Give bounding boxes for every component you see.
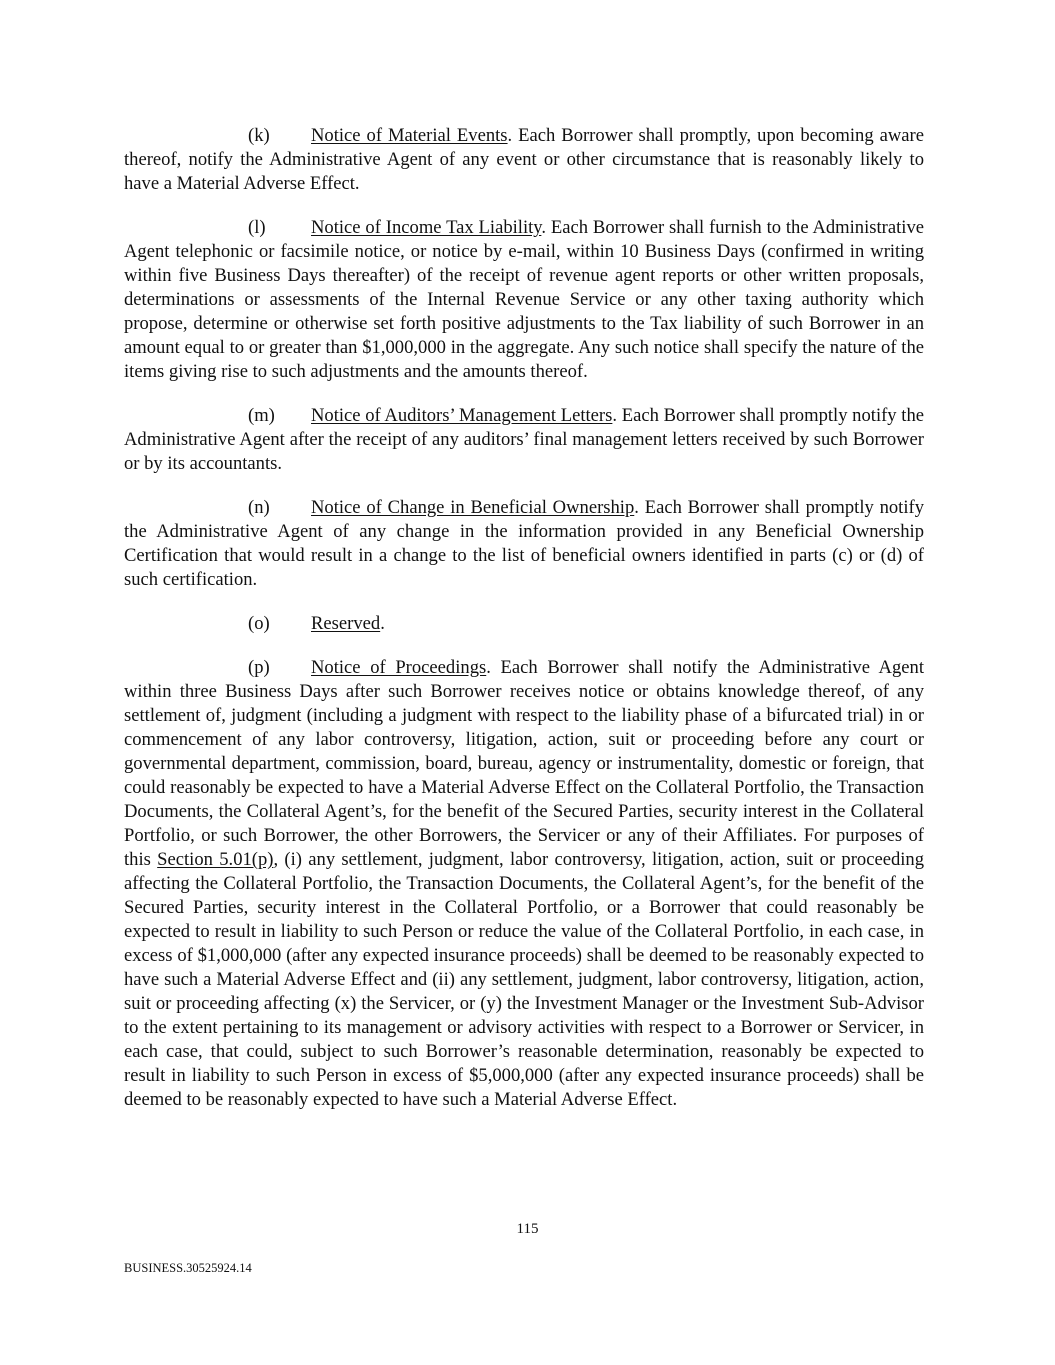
paragraph-label: (l) bbox=[248, 217, 266, 238]
paragraph-label: (n) bbox=[248, 497, 270, 518]
paragraph-l bbox=[124, 216, 924, 384]
paragraph-p bbox=[124, 656, 924, 1112]
paragraph-label: (p) bbox=[248, 657, 270, 678]
paragraph-heading: Notice of Auditors’ Management Letters bbox=[311, 405, 613, 426]
paragraph-m bbox=[124, 404, 924, 476]
paragraph-heading: Notice of Income Tax Liability bbox=[311, 217, 542, 238]
document-page bbox=[124, 124, 924, 1132]
paragraph-heading: Reserved bbox=[311, 613, 381, 634]
paragraph-heading: Notice of Proceedings bbox=[311, 657, 487, 678]
section-cross-reference: Section 5.01(p) bbox=[157, 849, 274, 870]
paragraph-o bbox=[124, 612, 924, 636]
paragraph-body: . Each Borrower shall furnish to the Administrative Agent telephonic or facsimile notice, or notice by e-mail, within 10 Business Days (confirmed in writing within five Business Days thereafter) of the receipt of revenue agent reports or other written proposals, determinations or assessments of the Internal Revenue Service or any other taxing authority which propose, determine or otherwise set forth positive adjustments to the Tax liability of such Borrower in an amount equal to or greater than $1,000,000 in the aggregate. Any such notice shall specify the nature of the items giving rise to such adjustments and the amounts thereof. bbox=[124, 217, 924, 382]
paragraph-body: . bbox=[380, 613, 385, 634]
paragraph-label: (o) bbox=[248, 613, 270, 634]
paragraph-body: . Each Borrower shall promptly notify the Administrative Agent after the receipt of any auditors’ final management letters received by such Borrower or by its accountants. bbox=[124, 405, 925, 474]
paragraph-label: (m) bbox=[248, 405, 275, 426]
document-id: BUSINESS.30525924.14 bbox=[124, 1261, 252, 1275]
paragraph-label: (k) bbox=[248, 125, 270, 146]
paragraph-body-continued: , (i) any settlement, judgment, labor controversy, litigation, action, suit or proceeding affecting the Collateral Portfolio, the Transaction Documents, the Collateral Agent’s, for the benefit of the Secured Parties, security interest in the Collateral Portfolio, or a Borrower that could reasonably be expected to result in liability to such Person or reduce the value of the Collateral Portfolio, in each case, in excess of $1,000,000 (after any expected insurance proceeds) shall be deemed to be reasonably expected to have such a Material Adverse Effect and (ii) any settlement, judgment, labor controversy, litigation, action, suit or proceeding affecting (x) the Servicer, or (y) the Investment Manager or the Investment Sub-Advisor to the extent pertaining to its management or advisory activities with respect to a Borrower or Servicer, in each case, that could, subject to such Borrower’s reasonable determination, reasonably be expected to result in liability to such Person in excess of $5,000,000 (after any expected insurance proceeds) shall be deemed to be reasonably expected to have such a Material Adverse Effect. bbox=[124, 849, 925, 1110]
paragraph-body: . Each Borrower shall promptly notify the Administrative Agent of any change in the information provided in any Beneficial Ownership Certification that would result in a change to the list of beneficial owners identified in parts (c) or (d) of such certification. bbox=[124, 497, 924, 590]
paragraph-heading: Notice of Change in Beneficial Ownership bbox=[311, 497, 635, 518]
paragraph-n bbox=[124, 496, 924, 592]
paragraph-body: . Each Borrower shall notify the Administrative Agent within three Business Days after such Borrower receives notice or obtains knowledge thereof, of any settlement of, judgment (including a judgment with respect to the liability phase of a bifurcated trial) in or commencement of any labor controversy, litigation, action, suit or proceeding before any court or governmental department, commission, board, bureau, agency or instrumentality, domestic or foreign, that could reasonably be expected to have a Material Adverse Effect on the Collateral Portfolio, the Transaction Documents, the Collateral Agent’s, for the benefit of the Secured Parties, security interest in the Collateral Portfolio, or such Borrower, the other Borrowers, the Servicer or any of their Affiliates. For purposes of this bbox=[124, 657, 925, 870]
paragraph-body: . Each Borrower shall promptly, upon becoming aware thereof, notify the Administrative Agent of any event or other circumstance that is reasonably likely to have a Material Adverse Effect. bbox=[124, 125, 924, 194]
paragraph-k bbox=[124, 124, 924, 196]
paragraph-heading: Notice of Material Events bbox=[311, 125, 508, 146]
page-number: 115 bbox=[516, 1221, 539, 1237]
